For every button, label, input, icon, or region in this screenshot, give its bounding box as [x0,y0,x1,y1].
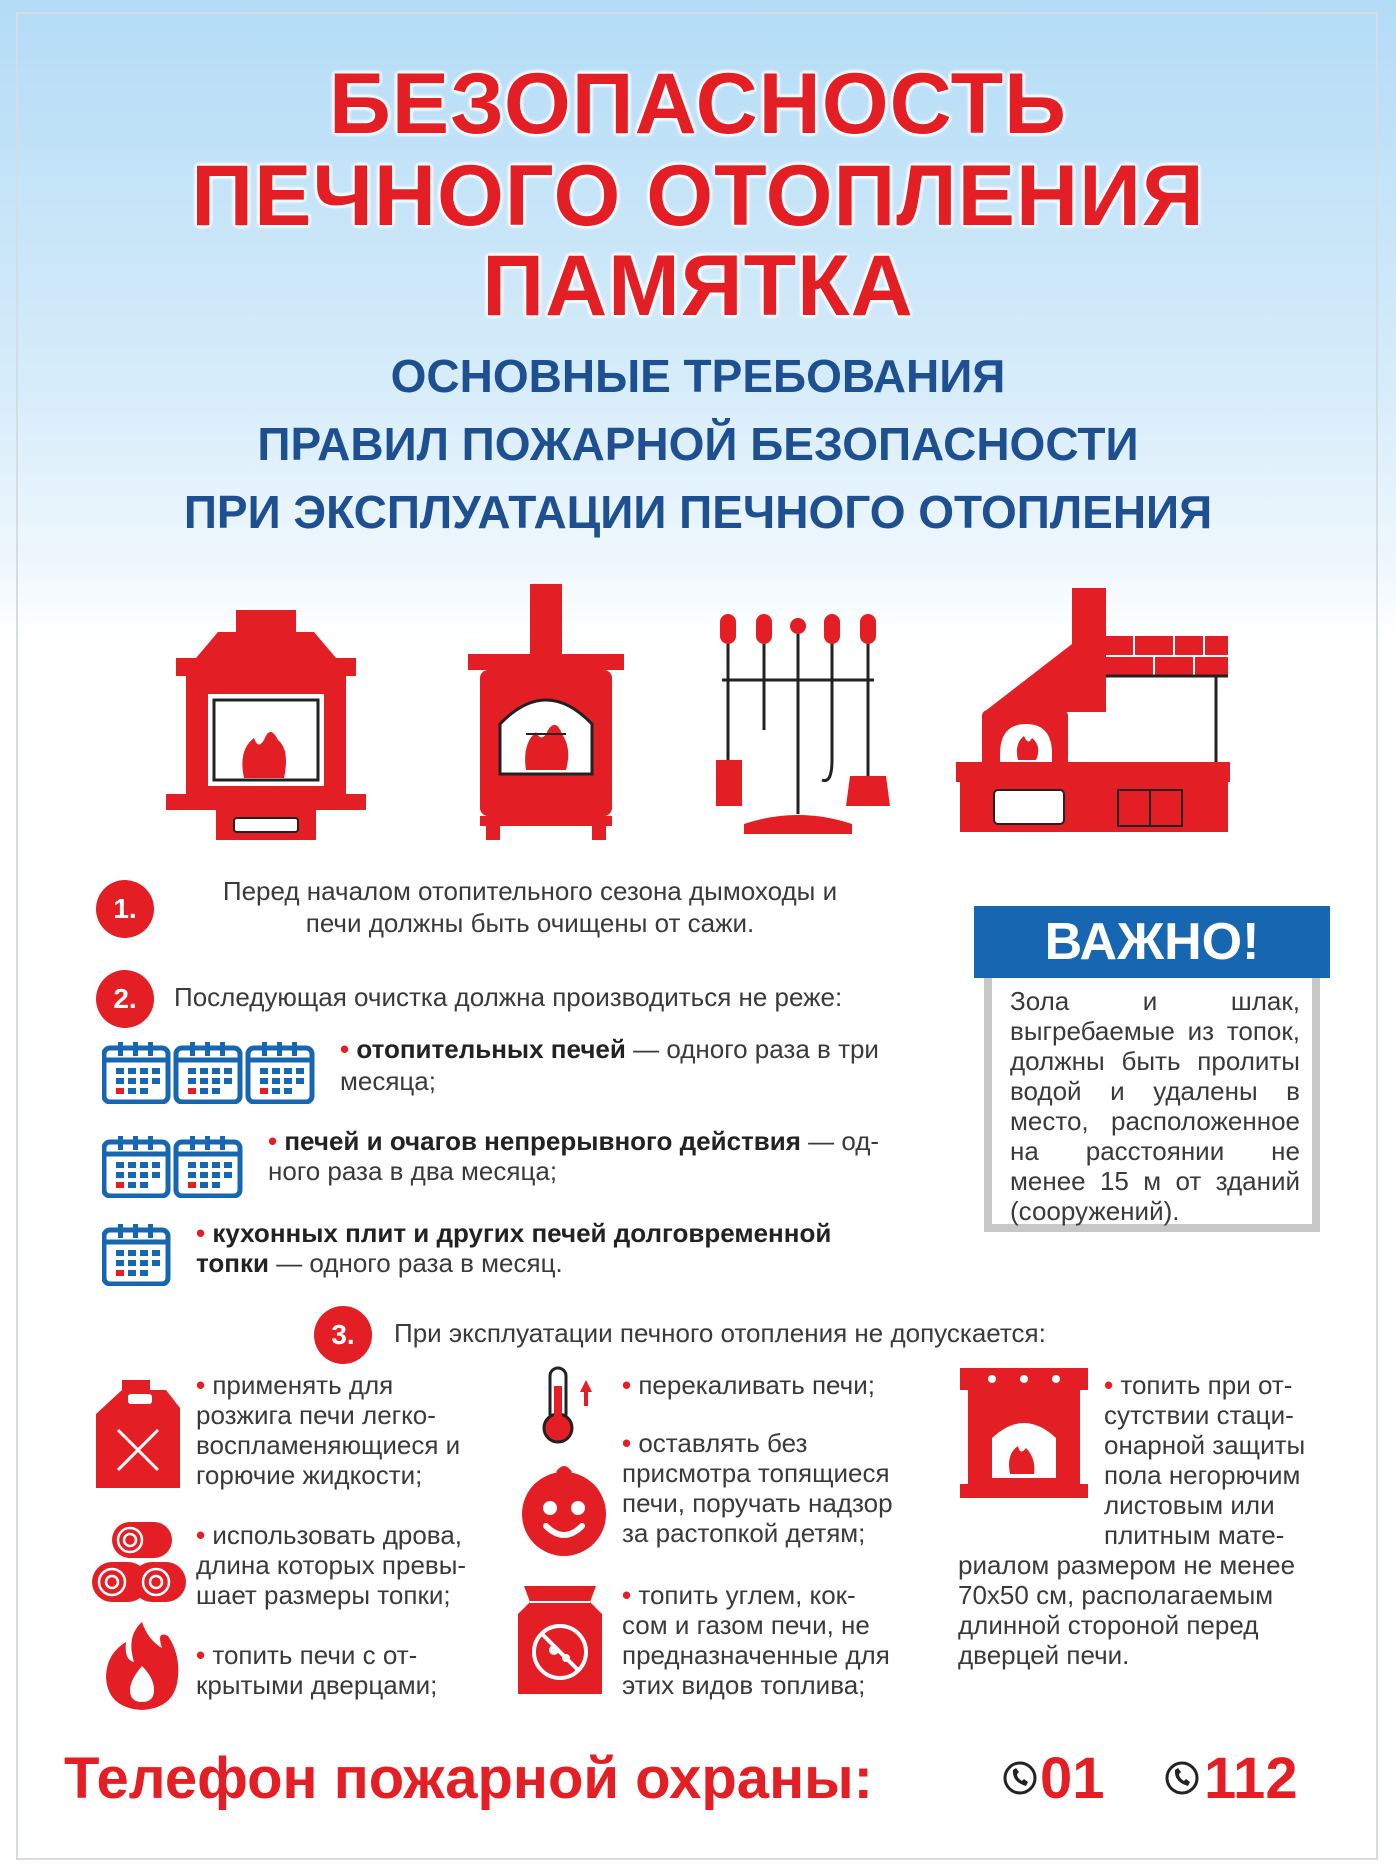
prohibited-5-line-2: присмотра топящиеся [622,1458,890,1488]
prohibited-5-line-4: за растопкой детям; [622,1518,866,1548]
prohibited-7-line-1: • топить при от- [1104,1370,1293,1400]
title-line-2: ПЕЧНОГО ОТОПЛЕНИЯ [191,148,1205,244]
fireplace-tools-icon [714,610,894,840]
prohibited-5-line-1: • оставлять без [622,1428,808,1458]
brick-oven-icon [954,586,1232,840]
prohibited-7-line-4: пола негорючим [1104,1460,1301,1490]
thermometer-icon [540,1364,596,1446]
prohibited-6-line-4: этих видов топлива; [622,1670,866,1700]
fire-phone-number-2[interactable]: 112 [1204,1746,1298,1811]
prohibited-2-line-1: • использовать дрова, [196,1520,463,1550]
prohibited-6-line-3: предназначенные для [622,1640,890,1670]
stove-icon [456,584,636,840]
flame-icon [102,1620,182,1712]
cleaning-item-3-line-1: • кухонных плит и других печей долговременной [196,1218,832,1248]
prohibited-1-line-1: • применять для [196,1370,394,1400]
fuel-canister-icon [92,1378,184,1490]
prohibited-1-line-4: горючие жидкости; [196,1460,423,1490]
child-face-icon [516,1462,612,1558]
prohibited-1-line-2: розжига печи легко- [196,1400,436,1430]
important-text: Зола и шлак, выгребаемые из топок, должны быть пролиты водой и удалены в место, расположенное на расстоянии не менее 15 м от зданий (сооружений). [1010,986,1300,1226]
step-number-2: 2. [96,970,154,1028]
prohibited-7-line-3: онарной защиты [1104,1430,1306,1460]
important-label: ВАЖНО! [974,906,1330,978]
prohibited-7-line-5: листовым или [1104,1490,1275,1520]
step-1-line-2: печи должны быть очищены от сажи. [305,908,755,938]
prohibited-6-line-1: • топить углем, кок- [622,1580,856,1610]
prohibited-7-line-7: риалом размером не менее [958,1550,1296,1580]
subtitle-line-1: ОСНОВНЫЕ ТРЕБОВАНИЯ [390,350,1006,402]
stove-floor-icon [958,1366,1090,1500]
phone-icon [1002,1760,1038,1796]
prohibited-2-line-3: шает размеры топки; [196,1580,451,1610]
prohibited-7-line-8: 70х50 см, располагаемым [958,1580,1274,1610]
step-1-line-1: Перед началом отопительного сезона дымоходы и [222,876,838,906]
step-3-intro: При эксплуатации печного отопления не допускается: [394,1318,1046,1348]
step-number-3: 3. [314,1306,372,1364]
fireplace-icon [166,600,366,840]
prohibited-4-line-1: • перекаливать печи; [622,1370,875,1400]
step-2-intro: Последующая очистка должна производиться не реже: [174,982,843,1012]
prohibited-3-line-1: • топить печи с от- [196,1640,418,1670]
coal-bag-icon [510,1580,610,1698]
title-line-3: ПАМЯТКА [482,238,914,334]
fire-phone-number-1[interactable]: 01 [1040,1746,1105,1811]
prohibited-1-line-3: воспламеняющиеся и [196,1430,461,1460]
prohibited-7-line-9: длинной стороной перед [958,1610,1259,1640]
important-box [984,970,1320,1232]
prohibited-7-line-10: дверцей печи. [958,1640,1130,1670]
title-line-1: БЕЗОПАСНОСТЬ [328,56,1067,152]
prohibited-3-line-2: крытыми дверцами; [196,1670,438,1700]
phone-icon [1164,1760,1200,1796]
cleaning-item-1-line-2: месяца; [340,1066,436,1096]
cleaning-item-3-line-2: топки — одного раза в месяц. [196,1248,563,1278]
prohibited-7-line-6: плитным мате- [1104,1520,1285,1550]
prohibited-7-line-2: сутствии стаци- [1104,1400,1294,1430]
prohibited-2-line-2: длина которых превы- [196,1550,467,1580]
fire-phone-label: Телефон пожарной охраны: [64,1746,873,1811]
cleaning-item-2-line-1: • печей и очагов непрерывного действия — од- [268,1126,880,1156]
cleaning-item-2-line-2: ного раза в два месяца; [268,1156,558,1186]
calendar-icon [102,1222,172,1286]
prohibited-5-line-3: печи, поручать надзор [622,1488,893,1518]
firewood-logs-icon [88,1518,188,1606]
calendar-icon [102,1040,316,1104]
subtitle-line-2: ПРАВИЛ ПОЖАРНОЙ БЕЗОПАСНОСТИ [257,418,1139,470]
prohibited-6-line-2: сом и газом печи, не [622,1610,870,1640]
calendar-icon [102,1134,244,1198]
cleaning-item-1-line-1: • отопительных печей — одного раза в три [340,1034,879,1064]
subtitle-line-3: ПРИ ЭКСПЛУАТАЦИИ ПЕЧНОГО ОТОПЛЕНИЯ [183,486,1213,538]
step-number-1: 1. [96,880,154,938]
